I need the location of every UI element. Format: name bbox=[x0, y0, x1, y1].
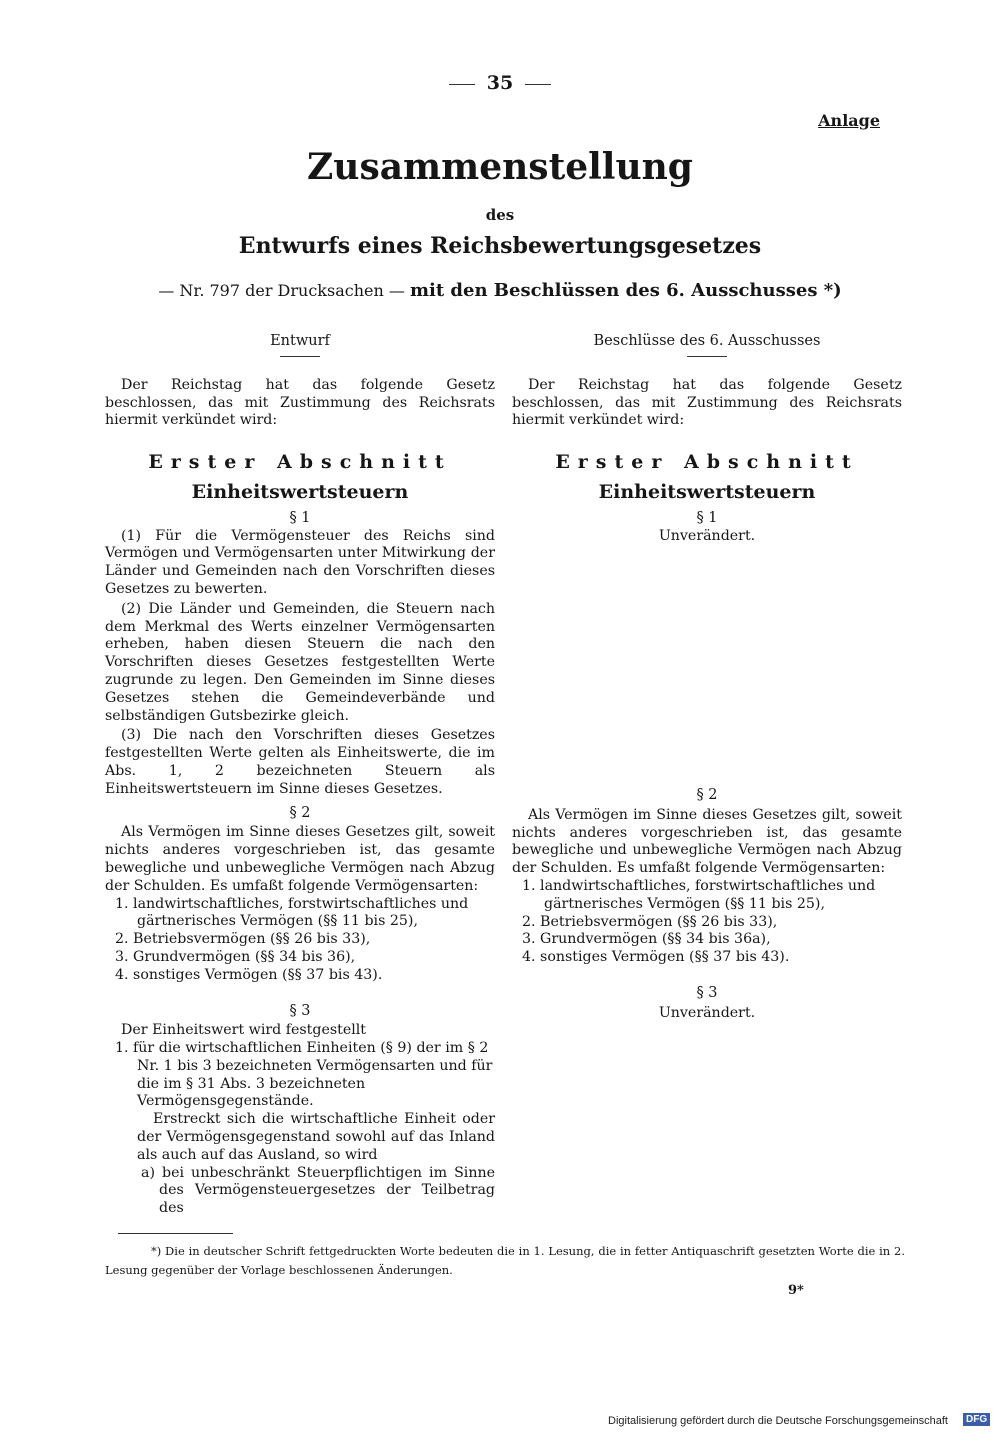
page-number bbox=[0, 72, 1000, 94]
footnote-rule bbox=[118, 1233, 233, 1234]
list-item: 2. Betriebsvermögen (§§ 26 bis 33), bbox=[522, 913, 778, 930]
right-p3-text: Unverändert. bbox=[658, 1004, 756, 1021]
right-paragraph-3-title: § 3 bbox=[696, 984, 718, 1001]
subtitle-dash: — bbox=[158, 281, 180, 300]
list-item: 1. landwirtschaftliches, forstwirtschaftliches und gärtnerisches Vermögen (§§ 11 bis 25), bbox=[115, 895, 469, 930]
signature-mark: 9* bbox=[788, 1283, 804, 1298]
annex-label: Anlage bbox=[818, 111, 880, 130]
left-section-subtitle: Einheitswertsteuern bbox=[191, 480, 409, 503]
subtitle-des: des bbox=[485, 206, 515, 224]
list-item: 2. Betriebsvermögen (§§ 26 bis 33), bbox=[115, 931, 371, 948]
right-preamble: Der Reichstag hat das folgende Gesetz beschlossen, das mit Zustimmung des Reichsrats hiermit verkündet wird: bbox=[512, 376, 902, 429]
right-heading-rule bbox=[687, 356, 727, 357]
left-column-heading bbox=[105, 333, 495, 357]
left-paragraph-1-title: § 1 bbox=[289, 509, 311, 526]
subtitle-dash: — bbox=[383, 281, 410, 300]
subtitle-main: Entwurfs eines Reichsbewertungsgesetzes bbox=[238, 233, 762, 259]
subtitle-ref-prefix: Nr. 797 der Drucksachen bbox=[179, 281, 384, 300]
left-p2-text: Als Vermögen im Sinne dieses Gesetzes gilt, soweit nichts anderes vorgeschrieben ist, das gesamte bewegliche und unbewegliche Vermögen nach Abzug der Schulden. Es umfaßt folgende Vermögensarten: bbox=[105, 824, 495, 894]
left-section-title: Erster Abschnitt bbox=[148, 451, 452, 474]
left-p1-abs1: (1) Für die Vermögensteuer des Reichs sind Vermögen und Vermögensarten unter Mitwirkung der Länder und Gemeinden nach den Vorschriften dieses Gesetzes zu bewerten. bbox=[105, 527, 495, 597]
list-item: 4. sonstiges Vermögen (§§ 37 bis 43). bbox=[115, 966, 383, 983]
page-number-dash-left bbox=[449, 84, 475, 85]
left-p1-abs3: (3) Die nach den Vorschriften dieses Gesetzes festgestellten Werte gelten als Einheitswerte, die im Abs. 1, 2 bezeichneten Steuern als Einheitswertsteuern im Sinne dieses Gesetzes. bbox=[105, 727, 495, 797]
subtitle-ref-suffix: mit den Beschlüssen des 6. Ausschusses *) bbox=[409, 280, 842, 301]
right-column-heading bbox=[512, 333, 902, 357]
dfg-logo: DFG bbox=[963, 1413, 990, 1426]
page-number-text: 35 bbox=[486, 72, 514, 94]
document-title: Zusammenstellung bbox=[307, 146, 693, 188]
page-number-dash-right bbox=[525, 84, 551, 85]
left-paragraph-2-title: § 2 bbox=[289, 804, 311, 821]
right-section-subtitle: Einheitswertsteuern bbox=[598, 480, 816, 503]
right-paragraph-2-title: § 2 bbox=[696, 787, 718, 803]
right-heading-text: Beschlüsse des 6. Ausschusses bbox=[593, 333, 821, 349]
list-item: 3. Grundvermögen (§§ 34 bis 36a), bbox=[522, 931, 771, 948]
list-item: 1. landwirtschaftliches, forstwirtschaftliches und gärtnerisches Vermögen (§§ 11 bis 25), bbox=[522, 877, 876, 912]
right-column-top bbox=[512, 333, 902, 545]
left-p3-intro: Der Einheitswert wird festgestellt bbox=[121, 1022, 366, 1039]
left-p3-list bbox=[105, 1040, 495, 1111]
right-column-p2 bbox=[512, 787, 902, 1023]
left-paragraph-3-title: § 3 bbox=[289, 1002, 311, 1019]
left-column bbox=[105, 333, 495, 1218]
left-p1-abs2: (2) Die Länder und Gemeinden, die Steuern nach dem Merkmal des Werts einzelner Vermögensarten erheben, haben diesen Steuern die nach den Vorschriften dieses Gesetzes festgestellten Werte zugrunde zu legen. Den Gemeinden im Sinne dieses Gesetzes stehen die Gemeindeverbände und selbständigen Gutsbezirke gleich. bbox=[105, 600, 495, 724]
left-preamble: Der Reichstag hat das folgende Gesetz beschlossen, das mit Zustimmung des Reichsrats hiermit verkündet wird: bbox=[105, 376, 495, 429]
list-item: 4. sonstiges Vermögen (§§ 37 bis 43). bbox=[522, 949, 790, 966]
left-p2-list bbox=[105, 896, 495, 985]
digitization-credit: Digitalisierung gefördert durch die Deutsche Forschungsgemeinschaft bbox=[608, 1415, 948, 1427]
left-heading-rule bbox=[280, 356, 320, 357]
right-section-title: Erster Abschnitt bbox=[555, 451, 859, 474]
right-paragraph-1-title: § 1 bbox=[696, 509, 718, 526]
list-item: 3. Grundvermögen (§§ 34 bis 36), bbox=[115, 948, 356, 965]
left-p3-item-a: a) bei unbeschränkt Steuerpflichtigen im Sinne des Vermögensteuergesetzes der Teilbetrag des bbox=[141, 1164, 495, 1217]
left-heading-text: Entwurf bbox=[270, 333, 330, 349]
right-p2-text: Als Vermögen im Sinne dieses Gesetzes gilt, soweit nichts anderes vorgeschrieben ist, das gesamte bewegliche und unbewegliche Vermögen nach Abzug der Schulden. Es umfaßt folgende Vermögensarten: bbox=[512, 806, 902, 877]
right-p2-list bbox=[512, 878, 902, 967]
left-p3-continuation: Erstreckt sich die wirtschaftliche Einheit oder der Vermögensgegenstand sowohl auf das Inland als auch auf das Ausland, so wird bbox=[137, 1111, 495, 1163]
subtitle-reference bbox=[0, 280, 1000, 301]
list-item: 1. für die wirtschaftlichen Einheiten (§ 9) der im § 2 Nr. 1 bis 3 bezeichneten Vermögensarten und für die im § 31 Abs. 3 bezeichneten Vermögensgegenstände. bbox=[115, 1040, 493, 1110]
right-p1-text: Unverändert. bbox=[658, 527, 756, 544]
footnote: *) Die in deutscher Schrift fettgedruckten Worte bedeuten die in 1. Lesung, die in fetter Antiquaschrift gesetzten Worte die in 2. Lesung gegenüber der Vorlage beschlossenen Änderungen. bbox=[105, 1244, 905, 1277]
